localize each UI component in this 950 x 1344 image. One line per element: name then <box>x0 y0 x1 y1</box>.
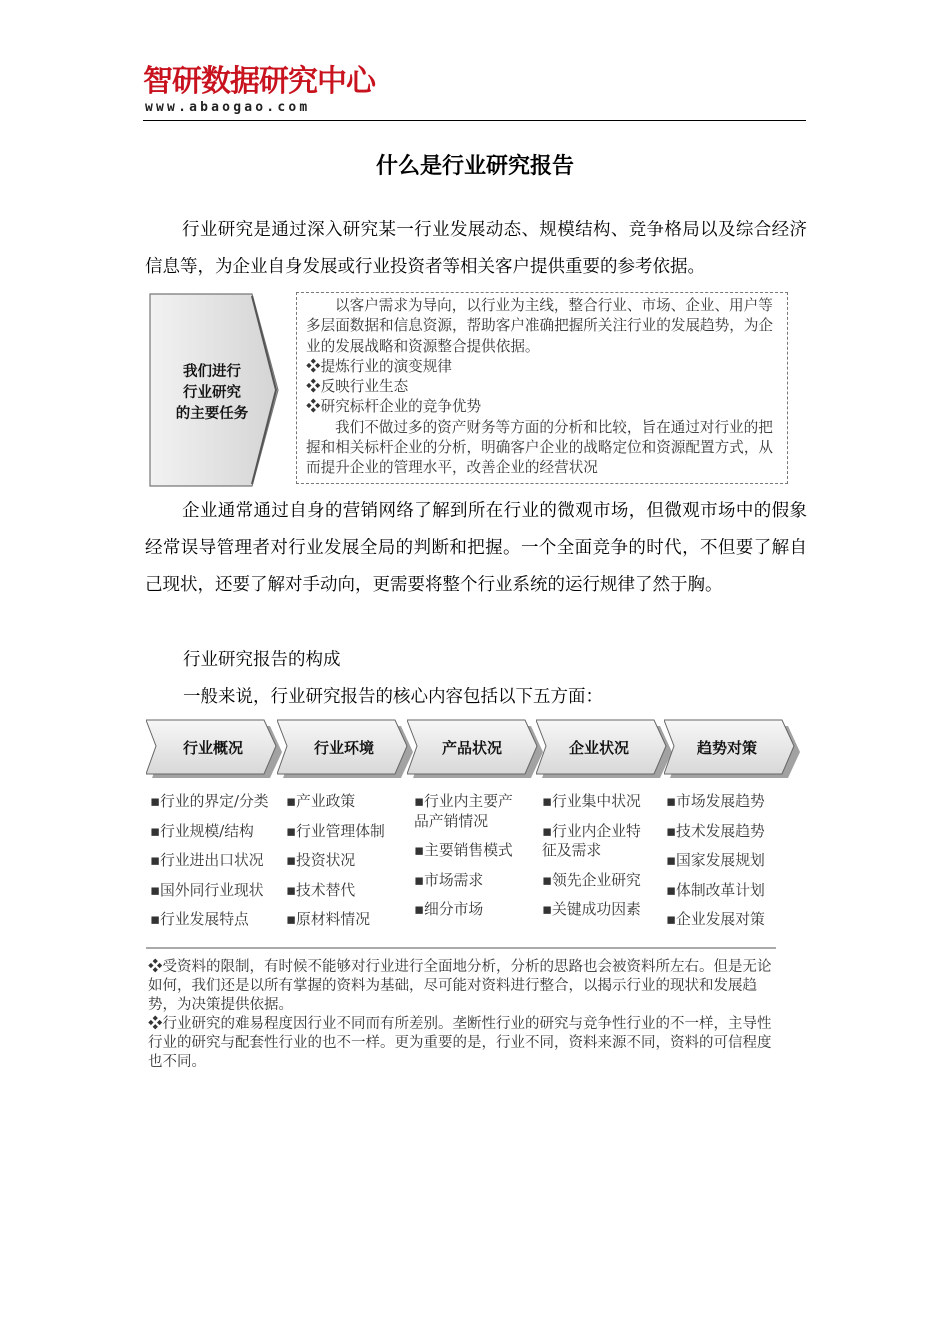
list-item: ▪行业规模/结构 <box>150 822 254 840</box>
list-item: ▪国外同行业现状 <box>150 881 264 899</box>
environment-list <box>286 792 406 940</box>
tasks-label-line: 我们进行 <box>183 364 241 380</box>
list-item: ▪主要销售模式 <box>414 842 513 859</box>
list-item: ▪国家发展规划 <box>666 852 765 869</box>
overview-list <box>150 792 288 940</box>
market-paragraph: 企业通常通过自身的营销网络了解到所在行业的微观市场，但微观市场中的假象经常误导管理者对行业发展全局的判断和把握。一个全面竞争的时代，不但要了解自己现状，还要了解对手动向，更需要将整个行业系统的运行规律了然于胸。 <box>145 501 807 595</box>
list-item: ▪行业内主要产品产销情况 <box>414 793 513 830</box>
tasks-bullet: ❖提炼行业的演变规律 <box>306 357 452 375</box>
components-figure <box>146 718 806 1078</box>
list-item: ▪体制改革计划 <box>666 881 765 899</box>
chevron-label: 行业环境 <box>313 739 374 757</box>
chevron-label: 产品状况 <box>441 739 502 757</box>
logo-url: www.abaogao.com <box>145 100 311 115</box>
list-item: ▪行业的界定/分类 <box>150 793 269 810</box>
tasks-closing: 我们不做过多的资产财务等方面的分析和比较，旨在通过对行业的把握和相关标杆企业的分析，明确客户企业的战略定位和资源配置方式，从而提升企业的管理水平，改善企业的经营状况 <box>306 418 774 477</box>
logo-text: 智研数据研究中心 <box>143 64 375 99</box>
tasks-intro: 以客户需求为导向，以行业为主线，整合行业、市场、企业、用户等多层面数据和信息资源，帮助客户准确把握所关注行业的发展趋势，为企业的发展战略和资源整合提供依据。 <box>306 297 774 355</box>
list-item: ▪关键成功因素 <box>542 901 641 918</box>
tasks-figure <box>148 292 788 488</box>
section-intro: 一般来说，行业研究报告的核心内容包括以下五方面： <box>183 687 603 707</box>
list-item: ▪行业进出口状况 <box>150 852 264 869</box>
list-item: ▪原材料情况 <box>286 911 371 928</box>
page-title: 什么是行业研究报告 <box>375 153 574 179</box>
list-item: ▪领先企业研究 <box>542 871 641 889</box>
note: ❖受资料的限制，有时候不能够对行业进行全面地分析，分析的思路也会被资料所左右。但是无论如何，我们还是以所有掌握的资料为基础，尽可能对资料进行整合，以揭示行业的现状和发展趋势，为决策提供依据。 <box>148 959 772 1013</box>
list-item: ▪技术发展趋势 <box>666 822 765 840</box>
tasks-bullet: ❖研究标杆企业的竞争优势 <box>306 398 482 416</box>
companies-list <box>542 792 654 930</box>
list-item: ▪行业集中状况 <box>542 793 641 810</box>
list-item: ▪市场发展趋势 <box>666 793 765 810</box>
list-item: ▪行业发展特点 <box>150 911 249 928</box>
list-item: ▪产业政策 <box>286 793 356 810</box>
tasks-label-line: 行业研究 <box>183 385 241 401</box>
chevron-label: 企业状况 <box>568 739 629 757</box>
trends-list <box>666 792 796 940</box>
list-item: ▪细分市场 <box>414 901 484 918</box>
list-item: ▪行业内企业特征及需求 <box>542 822 641 859</box>
list-item: ▪投资状况 <box>286 852 356 869</box>
list-item: ▪市场需求 <box>414 871 484 889</box>
components-notes <box>148 958 776 1072</box>
tasks-text <box>306 296 782 479</box>
tasks-label-line: 的主要任务 <box>175 406 249 422</box>
list-item: ▪企业发展对策 <box>666 911 765 928</box>
section-heading: 行业研究报告的构成 <box>183 650 341 670</box>
header-divider <box>143 120 806 121</box>
tasks-label <box>156 362 268 425</box>
intro-paragraph: 行业研究是通过深入研究某一行业发展动态、规模结构、竞争格局以及综合经济信息等，为企业自身发展或行业投资者等相关客户提供重要的参考依据。 <box>145 220 807 277</box>
note: ❖行业研究的难易程度因行业不同而有所差别。垄断性行业的研究与竞争性行业的不一样，主导性行业的研究与配套性行业的也不一样。更为重要的是，行业不同，资料来源不同，资料的可信程度也不同。 <box>148 1016 772 1070</box>
list-item: ▪技术替代 <box>286 881 356 899</box>
chevron-label: 趋势对策 <box>696 739 757 757</box>
tasks-bullet: ❖反映行业生态 <box>306 378 409 396</box>
components-divider <box>146 947 776 949</box>
chevron-label: 行业概况 <box>182 739 243 757</box>
products-list <box>414 792 526 930</box>
list-item: ▪行业管理体制 <box>286 822 385 840</box>
